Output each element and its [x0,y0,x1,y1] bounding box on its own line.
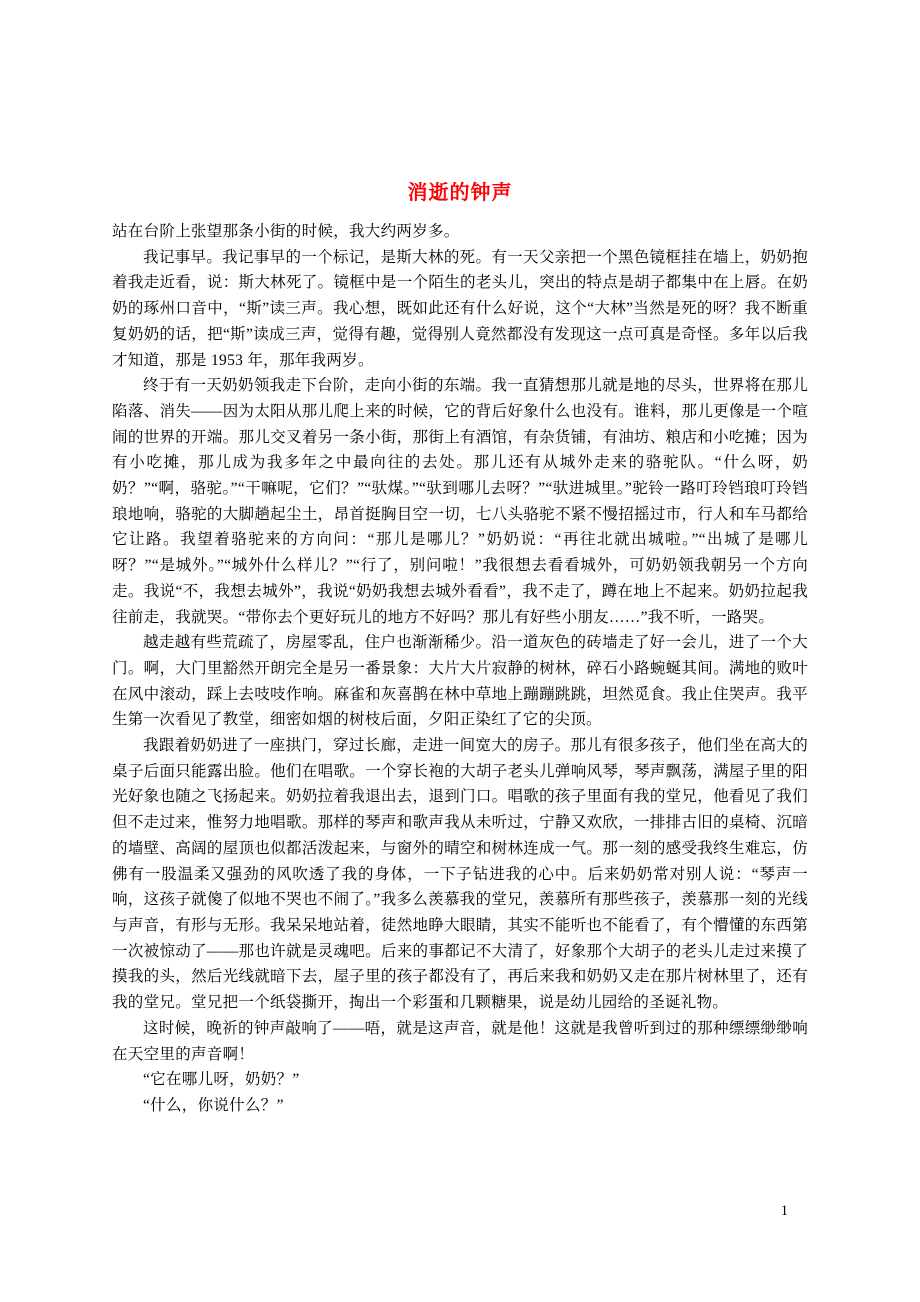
paragraph: 我跟着奶奶进了一座拱门，穿过长廊，走进一间宽大的房子。那儿有很多孩子，他们坐在高大的桌子后面只能露出脸。他们在唱歌。一个穿长袍的大胡子老头儿弹响风琴，琴声飘荡，满屋子里的阳光好象也随之飞扬起来。奶奶拉着我退出去，退到门口。唱歌的孩子里面有我的堂兄，他看见了我们但不走过来，惟努力地唱歌。那样的琴声和歌声我从未听过，宁静又欢欣，一排排古旧的桌椅、沉暗的墙壁、高阔的屋顶也似都活泼起来，与窗外的晴空和树林连成一气。那一刻的感受我终生难忘，仿佛有一股温柔又强劲的风吹透了我的身体，一下子钻进我的心中。后来奶奶常对别人说：“琴声一响，这孩子就傻了似地不哭也不闹了。”我多么羡慕我的堂兄，羡慕所有那些孩子，羡慕那一刻的光线与声音，有形与无形。我呆呆地站着，徒然地睁大眼睛，其实不能听也不能看了，有个懵懂的东西第一次被惊动了——那也许就是灵魂吧。后来的事都记不大清了，好象那个大胡子的老头儿走过来摸了摸我的头，然后光线就暗下去，屋子里的孩子都没有了，再后来我和奶奶又走在那片树林里了，还有我的堂兄。堂兄把一个纸袋撕开，掏出一个彩蛋和几颗糖果，说是幼儿园给的圣诞礼物。 [112,737,808,1012]
paragraph: 我记事早。我记事早的一个标记，是斯大林的死。有一天父亲把一个黑色镜框挂在墙上，奶奶抱着我走近看，说：斯大林死了。镜框中是一个陌生的老头儿，突出的特点是胡子都集中在上唇。在奶奶的琢州口音中，“斯”读三声。我心想，既如此还有什么好说，这个“大林”当然是死的呀？我不断重复奶奶的话，把“斯”读成三声，觉得有趣，觉得别人竟然都没有发现这一点可真是奇怪。多年以后我才知道，那是 1953 年，那年我两岁。 [112,248,808,369]
paragraph: “它在哪儿呀，奶奶？” [143,1071,300,1089]
paragraph: 越走越有些荒疏了，房屋零乱，住户也渐渐稀少。沿一道灰色的砖墙走了好一会儿，进了一个大门。啊，大门里豁然开朗完全是另一番景象：大片大片寂静的树林，碎石小路蜿蜒其间。满地的败叶在风中滚动，踩上去吱吱作响。麻雀和灰喜鹊在林中草地上蹦蹦跳跳，坦然觅食。我止住哭声。我平生第一次看见了教堂，细密如烟的树枝后面，夕阳正染红了它的尖顶。 [112,634,808,729]
document-body [112,219,808,1119]
document-title: 消逝的钟声 [407,182,513,204]
paragraph: 这时候，晚祈的钟声敲响了——唔，就是这声音，就是他！这就是我曾听到过的那种缥缥缈缈响在天空里的声音啊！ [112,1019,808,1063]
paragraph: 终于有一天奶奶领我走下台阶，走向小街的东端。我一直猜想那儿就是地的尽头，世界将在那儿陷落、消失——因为太阳从那儿爬上来的时候，它的背后好象什么也没有。谁料，那儿更像是一个喧闹的世界的开端。那儿交叉着另一条小街，那街上有酒馆，有杂货铺，有油坊、粮店和小吃摊；因为有小吃摊，那儿成为我多年之中最向往的去处。那儿还有从城外走来的骆驼队。“什么呀，奶奶？”“啊，骆驼。”“干嘛呢，它们？”“驮煤。”“驮到哪儿去呀？”“驮进城里。”驼铃一路叮玲铛琅叮玲铛琅地响，骆驼的大脚趟起尘土，昂首挺胸目空一切，七八头骆驼不紧不慢招摇过市，行人和车马都给它让路。我望着骆驼来的方向问：“那儿是哪儿？”奶奶说：“再往北就出城啦。”“出城了是哪儿呀？”“是城外。”“城外什么样儿？”“行了，别问啦！”我很想去看看城外，可奶奶领我朝另一个方向走。我说“不，我想去城外”，我说“奶奶我想去城外看看”，我不走了，蹲在地上不起来。奶奶拉起我往前走，我就哭。“带你去个更好玩儿的地方不好吗？那儿有好些小朋友……”我不听，一路哭。 [112,377,808,626]
paragraph: “什么，你说什么？” [143,1096,284,1114]
page-number: 1 [780,1203,788,1219]
paragraph: 站在台阶上张望那条小街的时候，我大约两岁多。 [112,223,460,240]
